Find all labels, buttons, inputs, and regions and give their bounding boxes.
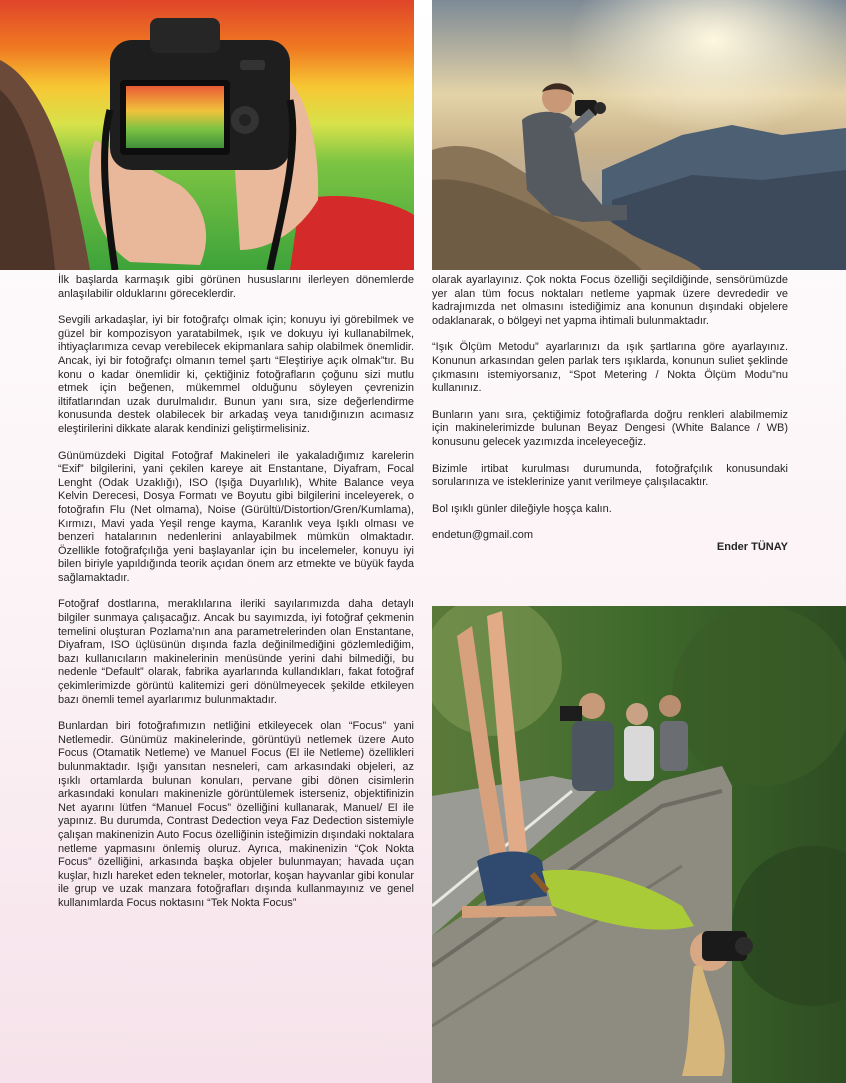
article-paragraph: Bunların yanı sıra, çektiğimiz fotoğraflarda doğru renkleri alabilmemiz için makinelerimizde bulunan Beyaz Dengesi (White Balance / WB) konusunu gelecek yazımızda inceleyeceğiz. (432, 408, 788, 448)
article-paragraph: olarak ayarlayınız. Çok nokta Focus özelliği seçildiğinde, sensörümüzde yer alan tüm focus noktaları netleme yapmak üzere devrededir ve kadrajımızda net olmasını istediğimiz ana konunun dışındaki objelere odaklanarak, o bölgeyi net yapma ihtimali bulunmaktadır. (432, 274, 788, 327)
left-article-column (58, 274, 414, 924)
article-paragraph: Bizimle irtibat kurulması durumunda, fotoğrafçılık konusundaki sorularınıza ve isteklerinize yanıt verilmeye çalışılacaktır. (432, 462, 788, 489)
author-email: endetun@gmail.com (432, 529, 534, 542)
article-paragraph: “Işık Ölçüm Metodu” ayarlarınızı da ışık şartlarına göre ayarlayınız. Konunun arkasından gelen parlak ters ışıklarda, konunun suliet şeklinde çıkmasını istemiyorsanız, “Spot Metering / Nokta Ölçüm Modu”nu kullanınız. (432, 341, 788, 395)
article-paragraph: Sevgili arkadaşlar, iyi bir fotoğrafçı olmak için; konuyu iyi görebilmek ve güzel bir kompozisyon yaratabilmek, ışık ve dokuyu iyi kullanabilmek, ihtiyaçlarımıza cevap verebilecek ekipmanlara sahip olabilmek önemlidir. Ancak, iyi bir fotoğrafçı olmanın temel şartı “Eleştiriye açık olmak”tır. Bu konu o kadar önemlidir ki, çektiğiniz fotoğrafların çoğunu sizi mutlu etmek için beğenen, mükemmel olduğunu söyleyen çevrenizin iltifatlarından uzak durulmalıdır. Bunun yanı sıra, size değerlendirme konusunda destek olabilecek bir arkadaş veya tanıdığınızın acımasız eleştirilerini dikkate alarak kendinizi geliştirmelisiniz. (58, 314, 414, 435)
article-paragraph: Günümüzdeki Digital Fotoğraf Makineleri ile yakaladığımız karelerin “Exif” bilgilerini, yani çekilen kareye ait Enstantane, Diyafram, Focal Lenght (Odak Uzaklığı), ISO (Işığa Duyarlılık), White Balance veya Kelvin Derecesi, Dosya Formatı ve Boyutu gibi bilgilerini inceleyerek, o fotoğrafın Flu (Net olmama), Noise (Gürültü/Distortion/Gren/Kumlama), Kırmızı, Mavi yada Yeşil renge kayma, Karanlık veya Işıklı olması ve benzeri hatalarının nedenlerini anlayabilmek mümkün olmaktadır. Özellikle fotoğrafçılığa yeni başlayanlar için bu incelemeler, konuyu iyi bilen biriyle yapıldığında teorik açıdan önem arz etmekte ve büyük fayda sağlamaktadır. (58, 449, 414, 584)
right-article-column (432, 274, 788, 555)
article-paragraph: Fotoğraf dostlarına, meraklılarına ileriki sayılarımızda daha detaylı bilgiler sunmaya çalışacağız. Ancak bu sayımızda, iyi fotoğraf çekmenin temelini oluşturan Pozlama’nın ana parametrelerinden olan Enstantane, Diyafram, ISO üçlüsünün dışında fazla değinilmediğini gözlemlediğim, bazı kullanıcıların makinelerinin menüsünde yerini dahi bilmediği, bu nedenle “Default” olarak, fabrika ayarlarında kullandıkları, fakat fotoğraf çekimlerimizde görüntü kalitemizi geri dönülmeyecek şekilde etkileyen bazı önemli temel ayarlarımız bulunmaktadır. (58, 598, 414, 706)
yoga-photographer-photo (432, 606, 846, 1083)
article-paragraph: Bunlardan biri fotoğrafımızın netliğini etkileyecek olan “Focus” yani Netlemedir. Günümüz makinelerinde, görüntüyü netlemek üzere Auto Focus (Otamatik Netleme) ve Manuel Focus (El ile Netleme) özellikleri bulunmaktadır. Işığı yansıtan nesneleri, cam arkasındaki objeleri, az ışıklı ortamlarda bulunan konuları, pervane gibi dönen cisimlerin arkasındaki konuları makinenizle görüntülemek isterseniz, objektifinizin Net ayarını lütfen “Manuel Focus” özelliğini kullanarak, Manuel/ El ile yapınız. Bu durumda, Contrast Dedection veya Faz Dedection sistemiyle çalışan makinenizin Auto Focus özelliğinin isteğimizin dışındaki noktalara netleme yapmasını önlemiş oluruz. Ayrıca, makinenizin “Çok Nokta Focus” özelliğini, arkasında başka objeler bulunmayan; havada uçan kuşlar, hızlı hareket eden tekneler, motorlar, koşan hayvanlar gibi konular ile grup ve uzak manzara fotoğrafları dışında kullanmayınız ve genel kullanımlarda Focus noktasını “Tek Nokta Focus” (58, 720, 414, 909)
camera-lcd-photo (0, 0, 414, 270)
article-paragraph: Bol ışıklı günler dileğiyle hoşça kalın. (432, 502, 612, 515)
article-paragraph: İlk başlarda karmaşık gibi görünen hususlarını ilerleyen dönemlerde anlaşılabilir olduklarını göreceklerdir. (58, 274, 414, 300)
mountain-photographer-photo (432, 0, 846, 270)
author-signature: Ender TÜNAY (716, 540, 788, 553)
